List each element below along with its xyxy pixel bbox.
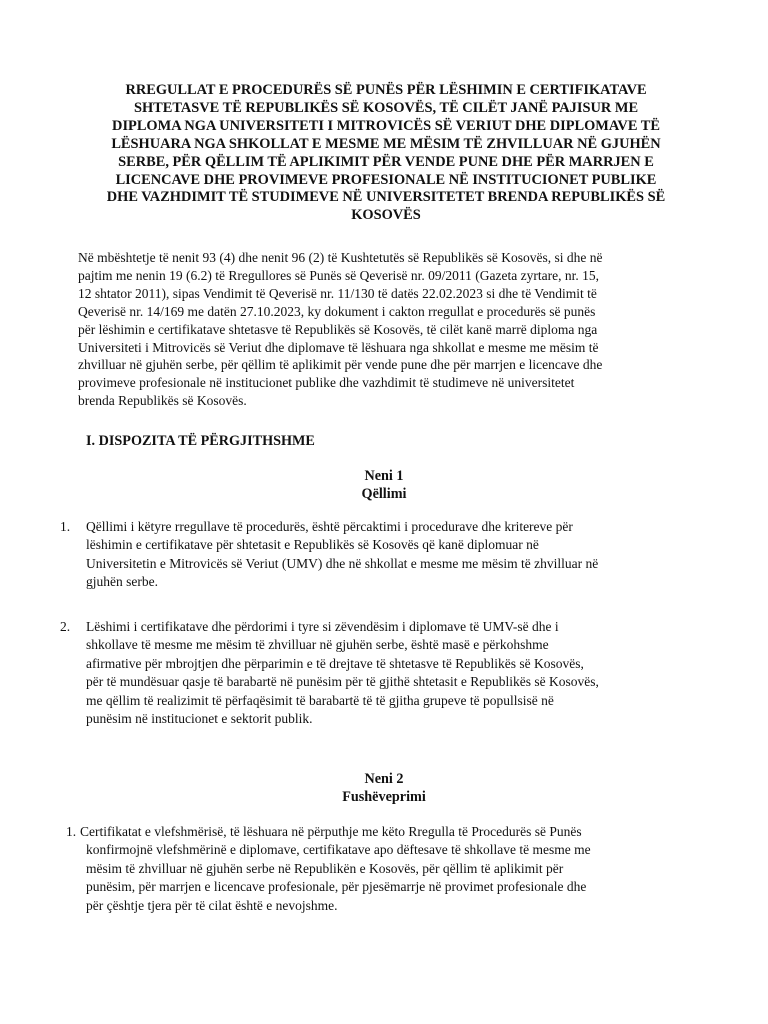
article-2-title: Fushëveprimi <box>342 788 426 805</box>
document-title: RREGULLAT E PROCEDURËS SË PUNËS PËR LËSHIMIN E CERTIFIKATAVE SHTETASVE TË REPUBLIKËS SË KOSOVËS, TË CILËT JANË PAJISUR ME DIPLOMA NGA UNIVERSITETI I MITROVICËS SË VERIUT DHE DIPLOMAVE TË LËSHUARA NGA SHKOLLAT E MESME ME MËSIM TË ZHVILLUAR NË GJUHËN SERBE, PËR QËLLIM TË APLIKIMIT PËR VENDE PUNE DHE PËR MARRJEN E LICENCAVE DHE PROVIMEVE PROFESIONALE NË INSTITUCIONET PUBLIKE DHE VAZHDIMIT TË STUDIMEVE NË UNIVERSITETET BRENDA REPUBLIKËS SË KOSOVËS <box>106 82 666 224</box>
intro-paragraph: Në mbështetje të nenit 93 (4) dhe nenit 96 (2) të Kushtetutës së Republikës së Kosovës, si dhe në pajtim me nenin 19 (6.2) të Rregullores së Punës së Qeverisë nr. 09/2011 (Gazeta zyrtare, nr. 15, 12 shtator 2011), sipas Vendimit të Qeverisë nr. 11/130 të datës 22.02.2023 si dhe të Vendimit të Qeverisë nr. 14/169 me datën 27.10.2023, ky dokument i cakton rregullat e procedurës së punës për lëshimin e certifikatave shtetasve të Republikës së Kosovës, të cilët kanë marrë diploma nga Universiteti i Mitrovicës së Veriut dhe diplomave të lëshuara nga shkollat e mesme me mësim të zhvilluar në gjuhën serbe, për qëllim të aplikimit për vende pune dhe për marrjen e licencave dhe provimeve profesionale në institucionet publike dhe vazhdimit të studimeve në universitetet brenda Republikës së Kosovës. <box>78 250 603 409</box>
article-2-heading <box>0 771 768 807</box>
article-2-paragraph-1: Certifikatat e vlefshmërisë, të lëshuara në përputhje me këto Rregulla të Procedurës së Punës konfirmojnë vlefshmërinë e diplomave, certifikatave apo dëftesave të shkollave të mesme me mësim të zhvilluar në gjuhën serbe në Republikën e Kosovës, për qëllim të aplikimit për punësim, për marrjen e licencave profesionale, për pjesëmarrje në provimet profesionale dhe për çështje tjera për të cilat është e nevojshme. <box>80 824 591 913</box>
article-1-paragraph-1-number: 1. <box>60 519 71 534</box>
article-2-paragraph-1-number: 1. <box>66 824 77 839</box>
article-1-title: Qëllimi <box>361 485 407 502</box>
article-1-paragraph-2-number: 2. <box>60 619 71 634</box>
article-1-paragraph-2: Lëshimi i certifikatave dhe përdorimi i tyre si zëvendësim i diplomave të UMV-së dhe i shkollave të mesme me mësim të zhvilluar në gjuhën serbe, është masë e përkohshme afirmative për mbrojtjen dhe përparimin e të drejtave të shtetasve të Republikës së Kosovës, për të mundësuar qasje të barabartë në punësim për të gjithë shtetasit e Republikës së Kosovës, me qëllim të realizimit të përfaqësimit të barabartë të të gjitha grupeve të popullsisë në punësim në institucionet e sektorit publik. <box>86 619 599 727</box>
article-1-number: Neni 1 <box>364 468 404 484</box>
article-1-paragraph-1: Qëllimi i këtyre rregullave të procedurës, është përcaktimi i procedurave dhe kritereve për lëshimin e certifikatave për shtetasit e Republikës së Kosovës që kanë diplomuar në Universitetin e Mitrovicës së Veriut (UMV) dhe në shkollat e mesme me mësim të zhvilluar në gjuhën serbe. <box>86 519 599 590</box>
article-2-number: Neni 2 <box>364 771 404 787</box>
article-1-heading <box>0 468 768 504</box>
section-heading: I. DISPOZITA TË PËRGJITHSHME <box>86 433 315 449</box>
